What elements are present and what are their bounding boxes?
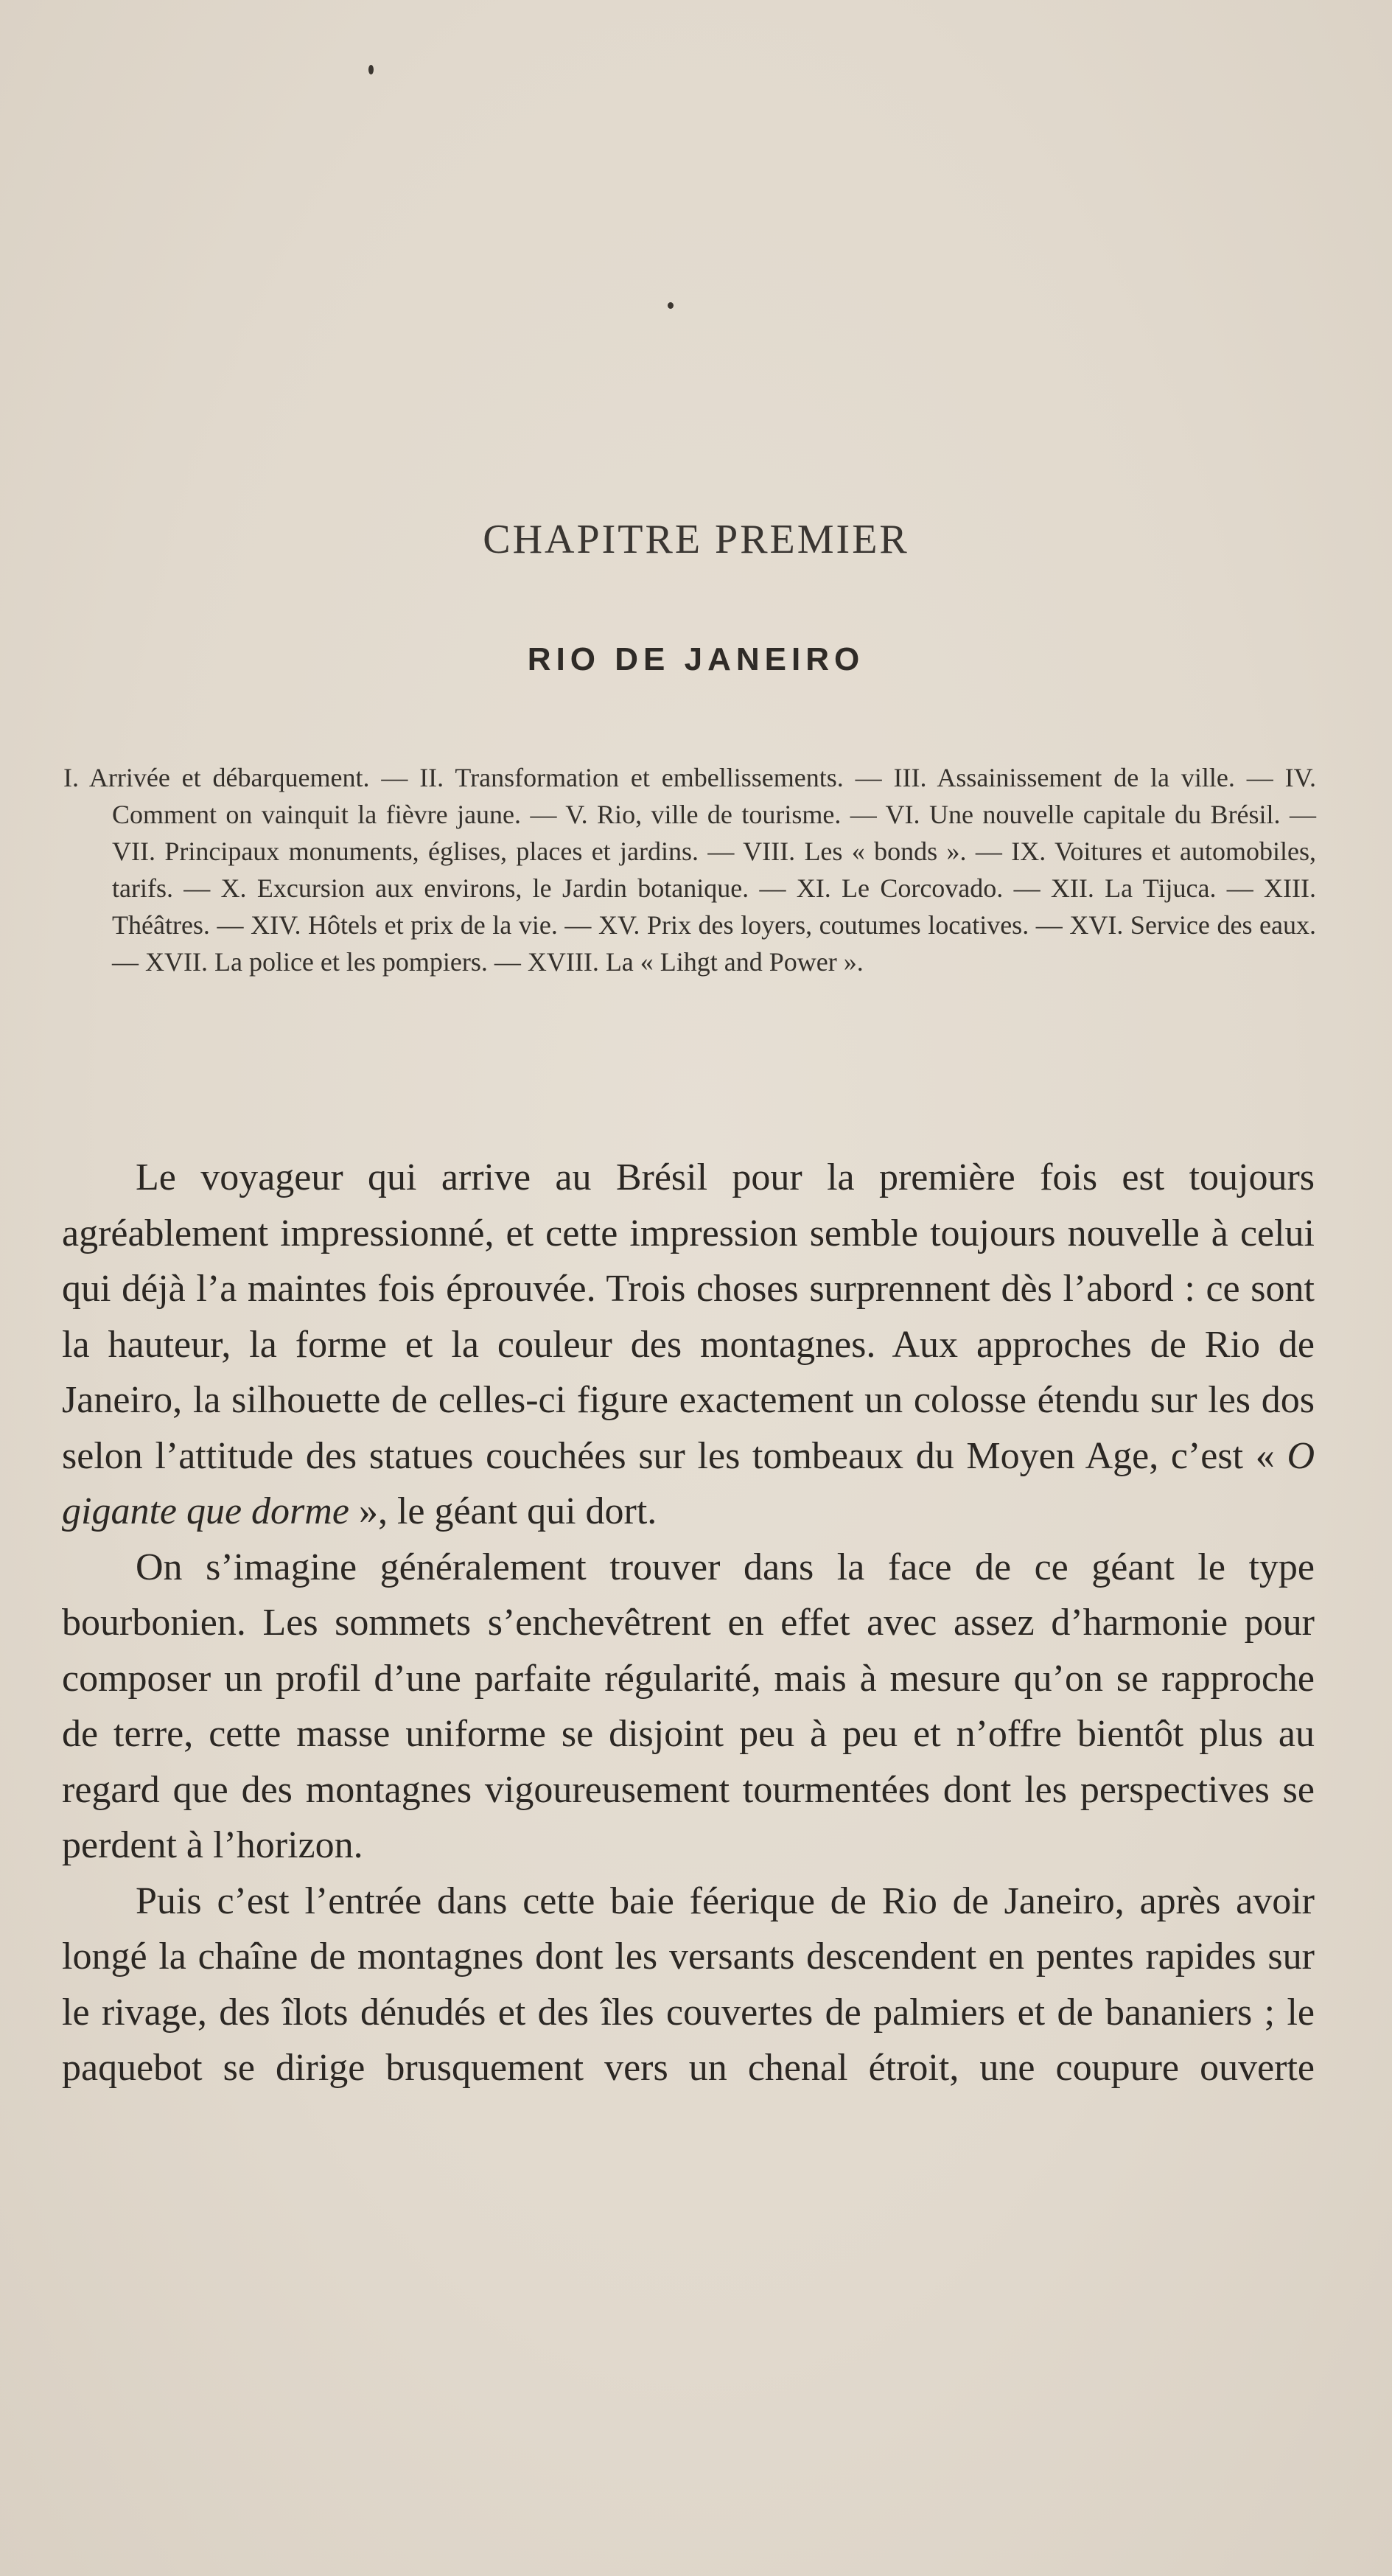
ink-speck (368, 65, 374, 74)
paragraph-3: Puis c’est l’entrée dans cette baie féerique de Rio de Janeiro, après avoir longé la chaîne de montagnes dont les versants descendent en pentes rapides sur le rivage, des îlots dénudés et des îles couvertes de palmiers et de bananiers ; le paquebot se dirige brusquement vers un chenal étroit, une coupure ouverte (62, 1879, 1315, 2089)
section-heading: RIO DE JANEIRO (527, 641, 865, 677)
paragraph-1-start: Le voyageur qui arrive au Brésil pour la première fois est toujours agréablement impressionné, et cette impression semble toujours nouvelle à celui qui déjà l’a maintes fois éprouvée. Trois choses surprennent dès l’abord : ce sont la hauteur, la forme et la couleur des montagnes. Aux approches de Rio de Janeiro, la silhouette de celles-ci figure exactement un colosse étendu sur les dos selon l’attitude des statues couchées sur les tombeaux du Moyen Age, c’est « (62, 1156, 1315, 1477)
ink-speck (668, 302, 674, 309)
paragraph-1-end: », le géant qui dort. (349, 1490, 657, 1532)
chapter-summary (63, 759, 1316, 980)
chapter-heading: CHAPITRE PREMIER (483, 517, 909, 562)
paragraph-2: On s’imagine généralement trouver dans la face de ce géant le type bourbonien. Les sommets s’enchevêtrent en effet avec assez d’harmonie pour composer un profil d’une parfaite régularité, mais à mesure qu’on se rapproche de terre, cette masse uniforme se disjoint peu à peu et n’offre bientôt plus au regard que des montagnes vigoureusement tourmentées dont les perspectives se perdent à l’horizon. (62, 1546, 1315, 1866)
summary-text: I. Arrivée et débarquement. — II. Transformation et embellissements. — III. Assainissement de la ville. — IV. Comment on vainquit la fièvre jaune. — V. Rio, ville de tourisme. — VI. Une nouvelle capitale du Brésil. — VII. Principaux monuments, églises, places et jardins. — VIII. Les « bonds ». — IX. Voitures et automobiles, tarifs. — X. Excursion aux environs, le Jardin botanique. — XI. Le Corcovado. — XII. La Tijuca. — XIII. Théâtres. — XIV. Hôtels et prix de la vie. — XV. Prix des loyers, coutumes locatives. — XVI. Service des eaux. — XVII. La police et les pompiers. — XVIII. La « Lihgt and Power ». (63, 763, 1316, 977)
body-text (62, 1150, 1315, 2096)
paragraph-1-italic: O gigante que dorme (62, 1434, 1315, 1532)
paragraph-1 (62, 1150, 1315, 1540)
